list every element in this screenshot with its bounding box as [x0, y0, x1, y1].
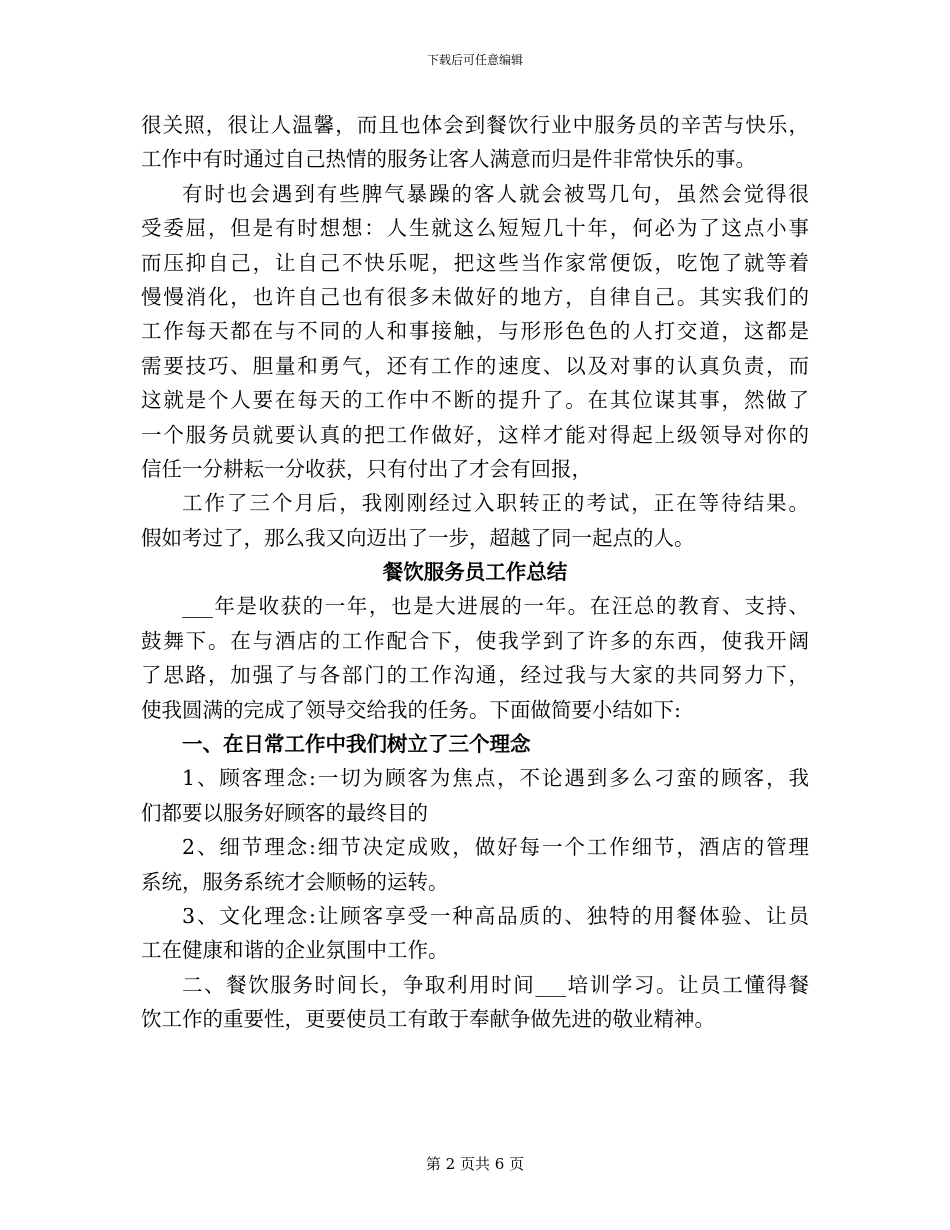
text-line: 慢慢消化，也许自己也有很多未做好的地方，自律自己。其实我们的: [141, 284, 809, 309]
text-line: 假如考过了，那么我又向迈出了一步，超越了同一起点的人。: [141, 525, 695, 550]
text-line: 鼓舞下。在与酒店的工作配合下，使我学到了许多的东西，使我开阔: [141, 628, 809, 653]
text-line: 饮工作的重要性，更要使员工有敢于奉献争做先进的敬业精神。: [141, 1007, 715, 1032]
section-heading: 一、在日常工作中我们树立了三个理念: [182, 732, 531, 757]
paragraph-first-line: 工作了三个月后，我刚刚经过入职转正的考试，正在等待结果。: [182, 491, 809, 516]
text-line: 信任一分耕耘一分收获，只有付出了才会有回报，: [141, 456, 592, 481]
text-line: 工在健康和谐的企业氛围中工作。: [141, 938, 449, 963]
page-header: 下载后可任意编辑: [426, 53, 523, 67]
text-line: 使我圆满的完成了领导交给我的任务。下面做简要小结如下:: [141, 697, 681, 722]
text-line: 工作中有时通过自己热情的服务让客人满意而归是件非常快乐的事。: [141, 147, 756, 172]
text-line: 而压抑自己，让自己不快乐呢，把这些当作家常便饭，吃饱了就等着: [141, 250, 809, 275]
paragraph-first-line: ___年是收获的一年，也是大进展的一年。在汪总的教育、支持、: [182, 594, 809, 619]
paragraph-first-line: 二、餐饮服务时间长，争取利用时间___培训学习。让员工懂得餐: [182, 972, 809, 997]
text-line: 这就是个人要在每天的工作中不断的提升了。在其位谋其事，然做了: [141, 388, 809, 413]
paragraph-first-line: 1、顾客理念:一切为顾客为焦点，不论遇到多么刁蛮的顾客，我: [182, 766, 809, 791]
paragraph-first-line: 2、细节理念:细节决定成败，做好每一个工作细节，酒店的管理: [182, 835, 809, 860]
text-line: 们都要以服务好顾客的最终目的: [141, 800, 428, 825]
section-title: 餐饮服务员工作总结: [382, 560, 568, 585]
paragraph-first-line: 有时也会遇到有些脾气暴躁的客人就会被骂几句，虽然会觉得很: [182, 181, 809, 206]
document-body: [141, 108, 809, 1037]
text-line: 工作每天都在与不同的人和事接触，与形形色色的人打交道，这都是: [141, 319, 809, 344]
text-line: 受委屈，但是有时想想：人生就这么短短几十年，何必为了这点小事: [141, 216, 809, 241]
text-line: 很关照，很让人温馨，而且也体会到餐饮行业中服务员的辛苦与快乐，: [141, 113, 809, 137]
paragraph-first-line: 3、文化理念:让顾客享受一种高品质的、独特的用餐体验、让员: [182, 903, 809, 928]
page-footer: 第 2 页共 6 页: [425, 1155, 525, 1173]
text-line: 系统，服务系统才会顺畅的运转。: [141, 869, 449, 894]
text-line: 需要技巧、胆量和勇气，还有工作的速度、以及对事的认真负责，而: [141, 353, 809, 378]
text-line: 了思路，加强了与各部门的工作沟通，经过我与大家的共同努力下，: [141, 663, 809, 688]
text-line: 一个服务员就要认真的把工作做好，这样才能对得起上级领导对你的: [141, 422, 809, 447]
